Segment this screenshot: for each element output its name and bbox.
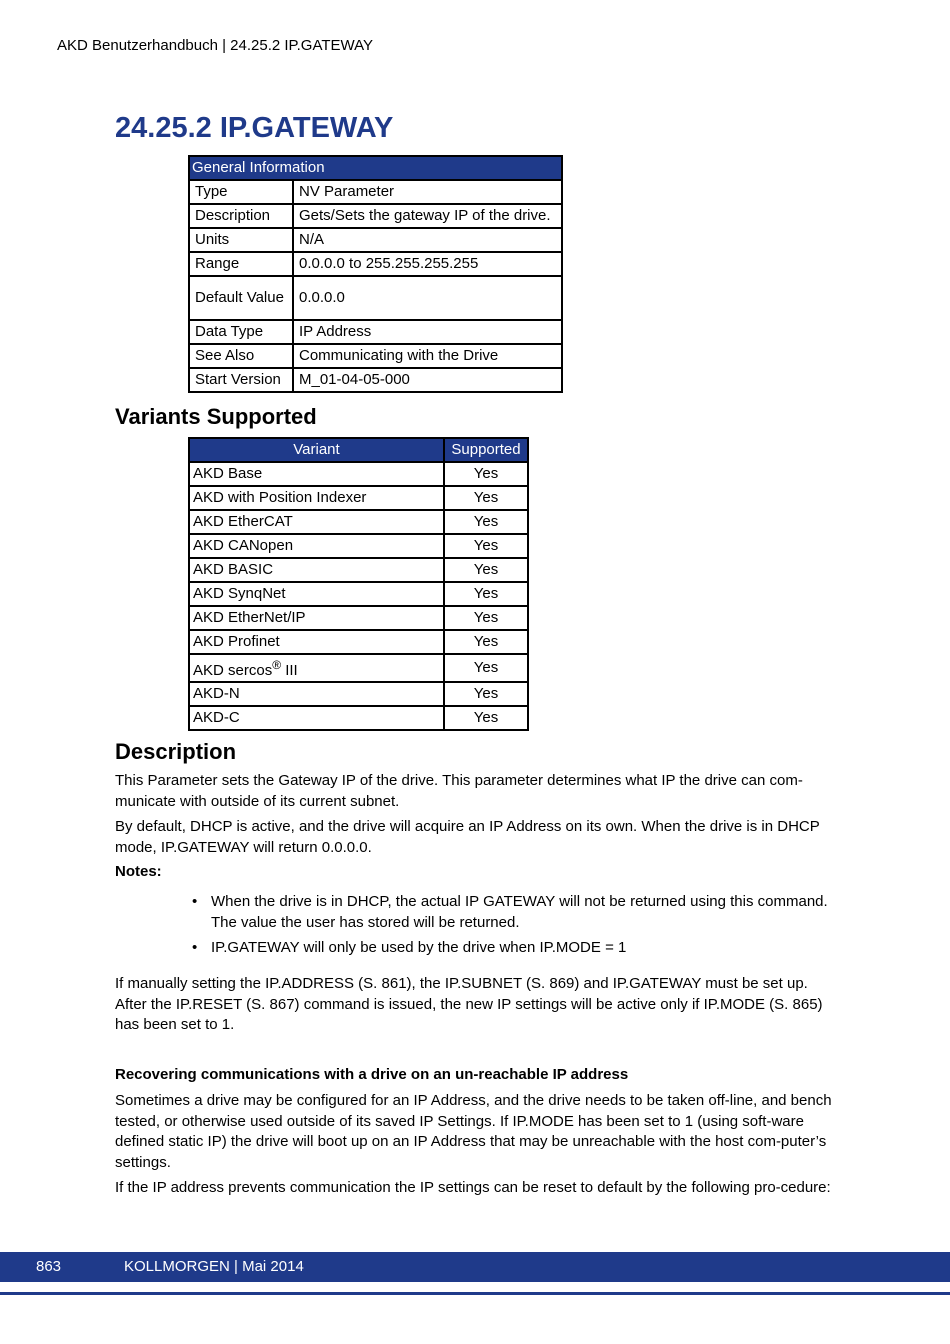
variant-cell: AKD SynqNet — [189, 582, 444, 606]
description-paragraph-3: If manually setting the IP.ADDRESS (S. 861), the IP.SUBNET (S. 869) and IP.GATEWAY must be set up. After the IP.RESET (S. 867) command is issued, the new IP settings will be active only if IP.MODE (S. 865) has been set to 1. — [115, 975, 823, 1033]
row-key: Type — [189, 180, 293, 204]
supported-cell: Yes — [444, 654, 528, 682]
table-row — [189, 682, 528, 706]
supported-cell: Yes — [444, 606, 528, 630]
supported-cell: Yes — [444, 534, 528, 558]
list-item — [190, 892, 830, 933]
row-value: Gets/Sets the gateway IP of the drive. — [293, 204, 562, 228]
table-row — [189, 252, 562, 276]
table-row — [189, 228, 562, 252]
row-value: NV Parameter — [293, 180, 562, 204]
note-text: IP.GATEWAY will only be used by the drive when IP.MODE = 1 — [211, 939, 627, 956]
description-paragraph-2: By default, DHCP is active, and the drive will acquire an IP Address on its own. When the drive is in DHCP mode, IP.GATEWAY will return 0.0.0.0. — [115, 818, 820, 856]
page-title: 24.25.2 IP.GATEWAY — [115, 112, 394, 144]
variant-cell: AKD EtherCAT — [189, 510, 444, 534]
variant-cell: AKD with Position Indexer — [189, 486, 444, 510]
page-number: 863 — [36, 1258, 62, 1275]
table-row — [189, 344, 562, 368]
running-header: AKD Benutzerhandbuch | 24.25.2 IP.GATEWAY — [57, 37, 374, 54]
list-item — [190, 938, 830, 959]
variant-column-header: Variant — [189, 438, 444, 462]
table-row — [189, 606, 528, 630]
description-paragraph-4: Sometimes a drive may be configured for an IP Address, and the drive needs to be taken off-line, and bench tested, or otherwise used outside of its saved IP Settings. If IP.MODE has been set to 1 (using soft-ware defined static IP) the drive will boot up on an IP Address that may be unreachable with the host com-puter’s settings. — [115, 1092, 832, 1171]
supported-cell: Yes — [444, 682, 528, 706]
table-row — [189, 180, 562, 204]
description-paragraph-1: This Parameter sets the Gateway IP of the drive. This parameter determines what IP the drive can com-municate with outside of its current subnet. — [115, 772, 803, 810]
supported-cell: Yes — [444, 706, 528, 730]
footer-bar — [0, 1252, 950, 1282]
supported-cell: Yes — [444, 630, 528, 654]
table-row — [189, 462, 528, 486]
variants-table — [188, 437, 529, 731]
table-row — [189, 204, 562, 228]
supported-cell: Yes — [444, 510, 528, 534]
row-key: Range — [189, 252, 293, 276]
variant-cell: AKD CANopen — [189, 534, 444, 558]
row-value: 0.0.0.0 — [293, 276, 562, 320]
note-text: When the drive is in DHCP, the actual IP GATEWAY will not be returned using this command. The value the user has stored will be returned. — [211, 893, 828, 931]
bullet-icon: • — [192, 893, 198, 910]
table-row — [189, 558, 528, 582]
general-information-heading: General Information — [189, 156, 562, 180]
row-key: Description — [189, 204, 293, 228]
row-value: N/A — [293, 228, 562, 252]
table-row — [189, 510, 528, 534]
supported-cell: Yes — [444, 558, 528, 582]
table-row — [189, 654, 528, 682]
see-also-link[interactable]: Communicating with the Drive — [299, 347, 499, 364]
row-value: 0.0.0.0 to 255.255.255.255 — [293, 252, 562, 276]
row-value: IP Address — [293, 320, 562, 344]
table-row — [189, 320, 562, 344]
notes-list — [190, 892, 830, 964]
description-heading: Description — [115, 739, 237, 764]
variant-suffix: III — [281, 662, 298, 679]
table-row — [189, 276, 562, 320]
variant-cell: AKD-N — [189, 682, 444, 706]
variant-name: AKD sercos — [193, 662, 273, 679]
table-row — [189, 534, 528, 558]
variants-heading: Variants Supported — [115, 404, 317, 429]
row-key: Default Value — [189, 276, 293, 320]
variant-cell: AKD-C — [189, 706, 444, 730]
registered-mark: ® — [272, 658, 282, 672]
variant-cell: AKD BASIC — [189, 558, 444, 582]
bullet-icon: • — [192, 939, 198, 956]
variant-cell — [189, 654, 444, 682]
notes-label: Notes: — [115, 863, 162, 880]
general-information-table — [188, 155, 563, 393]
table-row — [189, 630, 528, 654]
supported-cell: Yes — [444, 486, 528, 510]
row-value — [293, 344, 562, 368]
footer-company: KOLLMORGEN | Mai 2014 — [124, 1258, 304, 1275]
table-header-row — [189, 438, 528, 462]
row-key: Start Version — [189, 368, 293, 392]
table-row — [189, 706, 528, 730]
table-row — [189, 582, 528, 606]
row-value: M_01-04-05-000 — [293, 368, 562, 392]
table-row — [189, 368, 562, 392]
recovering-heading: Recovering communications with a drive on an un-reachable IP address — [115, 1066, 629, 1083]
variant-cell: AKD EtherNet/IP — [189, 606, 444, 630]
supported-cell: Yes — [444, 582, 528, 606]
table-row — [189, 486, 528, 510]
variant-cell: AKD Profinet — [189, 630, 444, 654]
row-key: See Also — [189, 344, 293, 368]
row-key: Units — [189, 228, 293, 252]
supported-cell: Yes — [444, 462, 528, 486]
variant-cell: AKD Base — [189, 462, 444, 486]
table-header-row — [189, 156, 562, 180]
row-key: Data Type — [189, 320, 293, 344]
description-paragraph-5: If the IP address prevents communication the IP settings can be reset to default by the following pro-cedure: — [115, 1179, 831, 1196]
supported-column-header: Supported — [444, 438, 528, 462]
footer-divider — [0, 1292, 950, 1295]
